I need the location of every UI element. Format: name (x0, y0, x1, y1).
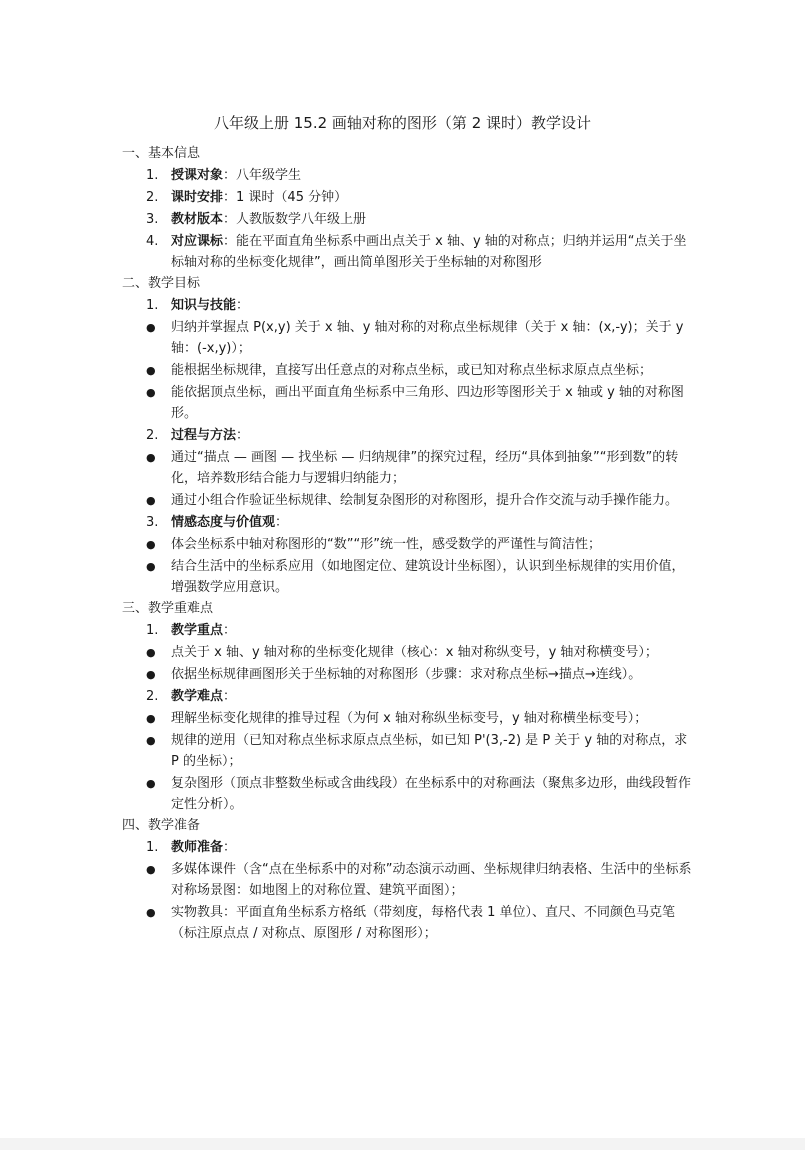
bullet-item (122, 317, 692, 359)
bullet-text: 通过“描点 — 画图 — 找坐标 — 归纳规律”的探究过程，经历“具体到抽象”“形到数”的转化，培养数形结合能力与逻辑归纳能力； (171, 450, 679, 486)
bullet-text: 归纳并掌握点 P(x,y) 关于 x 轴、y 轴对称的对称点坐标规律（关于 x 轴：(x,-y)；关于 y 轴：(-x,y)）； (171, 320, 684, 356)
bullet-icon: ● (146, 364, 156, 377)
section-heading: 三、教学重难点 (122, 601, 214, 616)
item-label: 教学重点 (171, 623, 224, 638)
item-text: ：八年级学生 (223, 168, 302, 183)
bullet-icon: ● (146, 863, 156, 876)
numbered-item (122, 187, 692, 208)
bullet-item (122, 773, 692, 815)
item-colon: ： (236, 298, 250, 313)
bullet-item (122, 490, 692, 511)
item-number: 1. (146, 168, 159, 183)
numbered-item (122, 512, 692, 533)
section-teaching-preparation (122, 815, 692, 944)
bullet-text: 体会坐标系中轴对称图形的“数”“形”统一性，感受数学的严谨性与简洁性； (171, 537, 601, 552)
bullet-text: 依据坐标规律画图形关于坐标轴的对称图形（步骤：求对称点坐标→描点→连线）。 (171, 667, 642, 682)
item-number: 2. (146, 689, 159, 704)
bullet-text: 规律的逆用（已知对称点坐标求原点点坐标，如已知 P'(3,-2) 是 P 关于 y 轴的对称点，求 P 的坐标）； (171, 733, 688, 769)
item-colon: ： (223, 689, 237, 704)
item-label: 教材版本 (171, 212, 224, 227)
item-label: 教师准备 (171, 840, 224, 855)
bullet-text: 多媒体课件（含“点在坐标系中的对称”动态演示动画、坐标规律归纳表格、生活中的坐标系对称场景图：如地图上的对称位置、建筑平面图）； (171, 862, 692, 898)
bullet-icon: ● (146, 386, 156, 399)
section-basic-info (122, 143, 692, 273)
bullet-icon: ● (146, 494, 156, 507)
item-number: 2. (146, 428, 159, 443)
item-colon: ： (223, 840, 237, 855)
document-title: 八年级上册 15.2 画轴对称的图形（第 2 课时）教学设计 (213, 114, 592, 132)
item-label: 教学难点 (171, 689, 224, 704)
bullet-icon: ● (146, 668, 156, 681)
item-text: ：1 课时（45 分钟） (223, 190, 348, 205)
bullet-icon: ● (146, 451, 156, 464)
item-number: 1. (146, 623, 159, 638)
bullet-text: 通过小组合作验证坐标规律、绘制复杂图形的对称图形，提升合作交流与动手操作能力。 (171, 493, 679, 508)
bullet-icon: ● (146, 734, 156, 747)
numbered-item (122, 837, 692, 858)
bullet-text: 理解坐标变化规律的推导过程（为何 x 轴对称纵坐标变号，y 轴对称横坐标变号）； (171, 711, 648, 726)
bullet-item (122, 642, 692, 663)
numbered-item (122, 209, 692, 230)
bullet-text: 结合生活中的坐标系应用（如地图定位、建筑设计坐标图），认识到坐标规律的实用价值，增强数学应用意识。 (171, 559, 685, 595)
item-label: 授课对象 (171, 168, 224, 183)
item-label: 知识与技能 (171, 298, 237, 313)
section-key-difficult-points (122, 598, 692, 815)
bullet-icon: ● (146, 712, 156, 725)
bullet-icon: ● (146, 906, 156, 919)
numbered-item (122, 231, 692, 273)
bullet-text: 复杂图形（顶点非整数坐标或含曲线段）在坐标系中的对称画法（聚焦多边形，曲线段暂作定性分析）。 (171, 776, 692, 812)
bullet-item (122, 447, 692, 489)
bullet-item (122, 664, 692, 685)
section-heading: 四、教学准备 (122, 818, 201, 833)
item-text: ：能在平面直角坐标系中画出点关于 x 轴、y 轴的对称点；归纳并运用“点关于坐标轴对称的坐标变化规律”，画出简单图形关于坐标轴的对称图形 (171, 234, 687, 270)
item-label: 课时安排 (171, 190, 224, 205)
section-heading: 二、教学目标 (122, 276, 201, 291)
bullet-item (122, 730, 692, 772)
item-colon: ： (236, 428, 250, 443)
bullet-text: 实物教具：平面直角坐标系方格纸（带刻度，每格代表 1 单位）、直尺、不同颜色马克笔（标注原点点 / 对称点、原图形 / 对称图形）； (171, 905, 676, 941)
bullet-item (122, 708, 692, 729)
bullet-icon: ● (146, 538, 156, 551)
numbered-item (122, 295, 692, 316)
bullet-item (122, 382, 692, 424)
item-text: ：人教版数学八年级上册 (223, 212, 367, 227)
item-number: 1. (146, 840, 159, 855)
bullet-text: 能依据顶点坐标，画出平面直角坐标系中三角形、四边形等图形关于 x 轴或 y 轴的对称图形。 (171, 385, 684, 421)
item-colon: ： (223, 623, 237, 638)
item-label: 对应课标 (171, 234, 224, 249)
numbered-item (122, 425, 692, 446)
item-label: 过程与方法 (171, 428, 237, 443)
bullet-item (122, 902, 692, 944)
bullet-text: 能根据坐标规律，直接写出任意点的对称点坐标，或已知对称点坐标求原点点坐标； (171, 363, 653, 378)
bullet-item (122, 859, 692, 901)
section-teaching-goals (122, 273, 692, 598)
bullet-icon: ● (146, 777, 156, 790)
item-number: 2. (146, 190, 159, 205)
numbered-item (122, 686, 692, 707)
section-heading: 一、基本信息 (122, 146, 201, 161)
document-body (122, 143, 692, 944)
bullet-icon: ● (146, 646, 156, 659)
bullet-item (122, 360, 692, 381)
item-number: 1. (146, 298, 159, 313)
numbered-item (122, 165, 692, 186)
bullet-item (122, 534, 692, 555)
item-number: 3. (146, 515, 159, 530)
item-number: 4. (146, 234, 159, 249)
numbered-item (122, 620, 692, 641)
item-label: 情感态度与价值观 (171, 515, 276, 530)
bullet-text: 点关于 x 轴、y 轴对称的坐标变化规律（核心：x 轴对称纵变号，y 轴对称横变号）； (171, 645, 658, 660)
item-number: 3. (146, 212, 159, 227)
item-colon: ： (275, 515, 289, 530)
bullet-icon: ● (146, 321, 156, 334)
bullet-icon: ● (146, 560, 156, 573)
bullet-item (122, 556, 692, 598)
